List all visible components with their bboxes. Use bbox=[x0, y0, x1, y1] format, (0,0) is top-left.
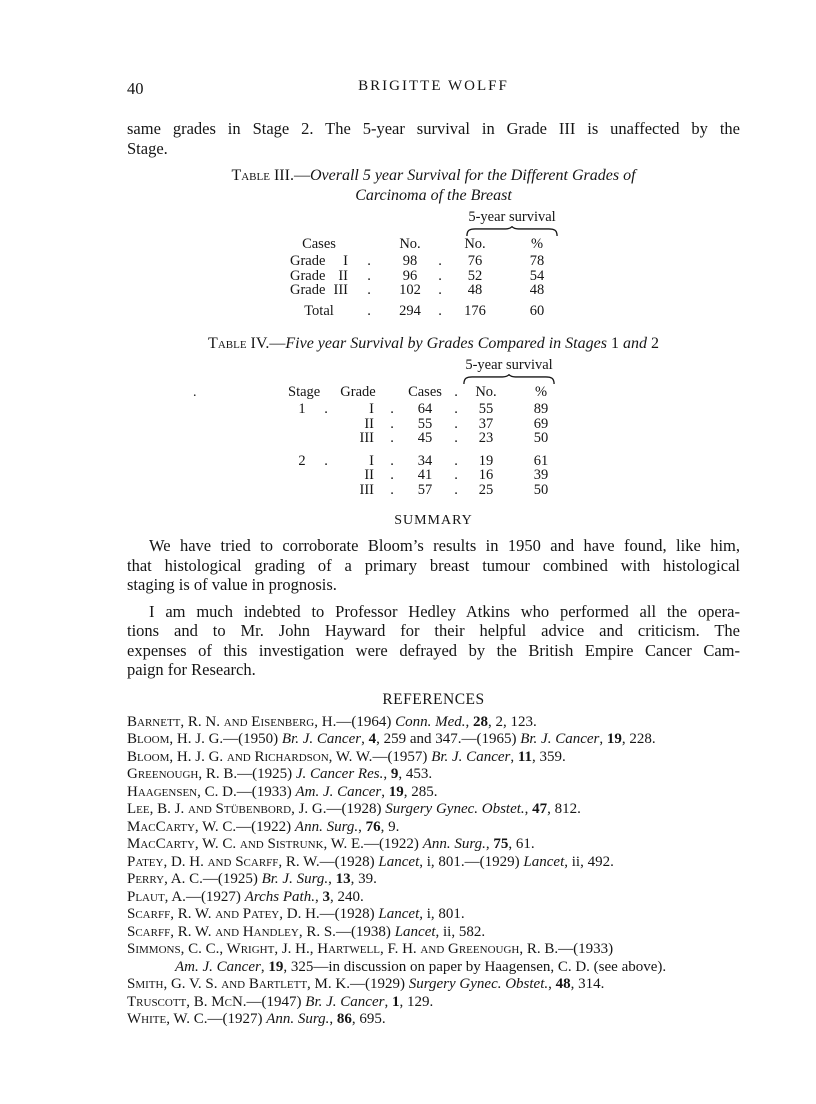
survival-no-value: 48 bbox=[467, 282, 483, 298]
reference-text-segment: MacCarty, W. C. bbox=[127, 818, 237, 835]
reference-text-segment: —(1925) bbox=[237, 766, 296, 782]
reference-text-segment: Bloom, H. J. G. bbox=[127, 731, 224, 747]
cases-value: 96 bbox=[402, 267, 418, 284]
stage-value bbox=[288, 483, 316, 498]
page-number: 40 bbox=[127, 79, 144, 98]
reference-text-segment: 19 bbox=[268, 958, 284, 975]
reference-item bbox=[127, 924, 740, 942]
dot-separator bbox=[316, 417, 336, 432]
table-iv-header-row bbox=[288, 385, 740, 402]
table-row bbox=[288, 402, 740, 417]
grade-numeral: II bbox=[338, 267, 348, 284]
brace-container bbox=[454, 374, 564, 385]
survival-pct-value: 78 bbox=[529, 253, 545, 269]
reference-text-segment: , 812. bbox=[547, 801, 581, 817]
reference-text-segment: Ann. Surg. bbox=[422, 836, 486, 852]
reference-item bbox=[127, 871, 740, 889]
reference-text-segment: Am. J. Cancer bbox=[175, 958, 261, 975]
dot-separator: . bbox=[390, 481, 394, 498]
paragraph-line: I am much indebted to Professor Hedley Atkins who performed all the opera- bbox=[149, 601, 740, 621]
caption-number: 1 bbox=[610, 335, 623, 352]
survival-pct-value: 61 bbox=[533, 452, 549, 469]
reference-text-segment: Smith, G. V. S. and Bartlett, M. K. bbox=[127, 976, 350, 992]
dot-separator: . bbox=[454, 481, 458, 498]
reference-text-segment: , i, 801. bbox=[419, 906, 465, 922]
reference-text-segment: Simmons, C. C., Wright, J. H., Hartwell, F. H. and Greenough, R. B. bbox=[127, 941, 559, 957]
reference-text-segment: —(1950) bbox=[223, 731, 282, 747]
reference-text-segment: Br. J. Cancer bbox=[305, 993, 385, 1010]
references-list bbox=[127, 714, 740, 1029]
reference-text-segment: , bbox=[358, 818, 366, 835]
reference-text-segment: , 61. bbox=[508, 836, 535, 852]
dot-separator: . bbox=[454, 452, 458, 469]
reference-text-segment: Br. J. Cancer bbox=[281, 731, 362, 747]
survival-no-value: 55 bbox=[478, 401, 494, 417]
paragraph-line: Stage. bbox=[127, 138, 168, 158]
grade-numeral: I bbox=[369, 401, 374, 417]
reference-text-segment: —(1928) bbox=[319, 853, 379, 870]
reference-text-segment: , bbox=[314, 888, 323, 905]
reference-text-segment: 3 bbox=[322, 888, 330, 905]
reference-text-segment: , bbox=[381, 783, 389, 800]
grade-word: Grade bbox=[290, 282, 326, 298]
reference-text-segment: , 259 and 347.—(1965) bbox=[376, 731, 521, 747]
stage-value bbox=[288, 468, 316, 483]
survival-pct-value: 54 bbox=[529, 267, 545, 284]
table-iii bbox=[290, 209, 740, 318]
cases-value: 102 bbox=[399, 282, 421, 298]
page-content bbox=[127, 78, 740, 1029]
reference-text-segment: —(1927) bbox=[185, 888, 245, 905]
dot-separator: . bbox=[367, 302, 371, 319]
reference-text-segment: , bbox=[383, 766, 391, 782]
dot-separator: . bbox=[367, 253, 371, 269]
reference-item bbox=[127, 836, 740, 854]
cases-value: 41 bbox=[417, 467, 433, 483]
grade-numeral: III bbox=[359, 481, 374, 498]
reference-text-segment: —(1933) bbox=[558, 941, 614, 957]
paragraph-line: staging is of value in prognosis. bbox=[127, 575, 337, 594]
reference-text-segment: , ii, 492. bbox=[564, 853, 614, 870]
table-iv-caption bbox=[127, 334, 740, 354]
reference-text-segment: 4 bbox=[368, 731, 377, 747]
reference-text-segment: , bbox=[465, 713, 474, 730]
print-artifact-dot: . bbox=[193, 385, 197, 400]
dot-separator: . bbox=[438, 253, 442, 269]
reference-text-segment: 13 bbox=[335, 871, 351, 887]
dot-separator: . bbox=[454, 384, 458, 400]
reference-text-segment: , 240. bbox=[329, 888, 364, 905]
reference-text-segment: Archs Path. bbox=[244, 888, 315, 905]
reference-text-segment: 48 bbox=[555, 976, 571, 992]
grade-numeral: III bbox=[333, 282, 348, 298]
reference-text-segment: Patey, D. H. and Scarff, R. W. bbox=[127, 853, 320, 870]
paragraph-line: expenses of this investigation were defrayed by the British Empire Cancer Cam- bbox=[127, 640, 740, 660]
reference-item bbox=[127, 976, 740, 994]
summary-paragraph-1 bbox=[127, 536, 740, 595]
col-header-cases: Cases bbox=[408, 384, 442, 400]
survival-pct-value: 50 bbox=[533, 430, 549, 446]
reference-text-segment: Br. J. Cancer bbox=[520, 731, 600, 747]
reference-item bbox=[127, 889, 740, 907]
reference-text-segment: Plaut, A. bbox=[127, 888, 186, 905]
reference-text-segment: Br. J. Cancer bbox=[431, 748, 511, 765]
reference-text-segment: 19 bbox=[388, 783, 404, 800]
reference-text-segment: Lancet bbox=[378, 906, 420, 922]
reference-text-segment: White, W. C. bbox=[127, 1011, 208, 1027]
cases-value: 34 bbox=[417, 452, 433, 469]
table-label: Table IV.— bbox=[208, 335, 286, 352]
reference-text-segment: J. Cancer Res. bbox=[295, 766, 384, 782]
table-row bbox=[288, 483, 740, 498]
dot-separator: . bbox=[324, 401, 328, 417]
dot-separator: . bbox=[390, 452, 394, 469]
total-cases-value: 294 bbox=[399, 302, 421, 319]
caption-title: Overall 5 year Survival for the Different Grades of bbox=[309, 167, 636, 184]
grade-word: Grade bbox=[290, 267, 326, 284]
reference-text-segment: Lee, B. J. and Stübenbord, J. G. bbox=[127, 801, 327, 817]
summary-heading: SUMMARY bbox=[394, 513, 473, 528]
reference-text-segment: , 285. bbox=[403, 783, 438, 800]
survival-header-row bbox=[290, 209, 740, 226]
reference-item bbox=[127, 941, 740, 976]
dot-separator: . bbox=[367, 267, 371, 284]
reference-item bbox=[127, 784, 740, 802]
reference-text-segment: , bbox=[329, 1011, 337, 1027]
reference-text-segment: Lancet bbox=[394, 923, 436, 940]
reference-item bbox=[127, 819, 740, 837]
reference-text-segment: Barnett, R. N. and Eisenberg, H. bbox=[127, 713, 337, 730]
table-row bbox=[290, 283, 740, 298]
stage-value bbox=[288, 417, 316, 432]
reference-text-segment: Scarff, R. W. and Handley, R. S. bbox=[127, 923, 336, 940]
stage-value: 1 bbox=[298, 401, 306, 417]
col-header-pct: % bbox=[534, 384, 548, 400]
grade-numeral: I bbox=[369, 452, 374, 469]
reference-text-segment: , bbox=[599, 731, 607, 747]
reference-text-segment: 75 bbox=[493, 836, 509, 852]
dot-separator: . bbox=[454, 467, 458, 483]
empty-cell bbox=[380, 385, 404, 402]
references-heading: REFERENCES bbox=[382, 690, 485, 708]
dot-separator: . bbox=[390, 415, 394, 432]
dot-separator bbox=[316, 483, 336, 498]
col-header-cases: Cases bbox=[302, 236, 336, 252]
table-row bbox=[288, 417, 740, 432]
reference-text-segment: Greenough, R. B. bbox=[127, 766, 238, 782]
stage-value: 2 bbox=[298, 452, 306, 469]
reference-text-segment: —(1933) bbox=[236, 783, 296, 800]
horizontal-brace-icon bbox=[466, 226, 558, 236]
grade-label-cell bbox=[290, 283, 348, 298]
reference-text-segment: , 325—in discussion on paper by Haagensen, C. D. (see above). bbox=[283, 958, 667, 975]
survival-no-value: 19 bbox=[478, 452, 494, 469]
reference-text-segment: Truscott, B. McN. bbox=[127, 993, 247, 1010]
reference-text-segment: , bbox=[260, 958, 269, 975]
paragraph-line: tions and to Mr. John Hayward for their helpful advice and criticism. The bbox=[127, 621, 740, 640]
reference-text-segment: 19 bbox=[606, 731, 622, 747]
reference-text-segment: MacCarty, W. C. and Sistrunk, W. E. bbox=[127, 836, 364, 852]
cases-value: 45 bbox=[417, 430, 433, 446]
reference-text-segment: Ann. Surg. bbox=[294, 818, 359, 835]
empty-cell bbox=[430, 237, 450, 254]
page-header bbox=[127, 78, 740, 98]
cases-value: 98 bbox=[402, 253, 418, 269]
reference-text-segment: , 39. bbox=[350, 871, 377, 887]
reference-text-segment: , bbox=[485, 836, 494, 852]
reference-text-segment: —(1957) bbox=[372, 748, 432, 765]
reference-text-segment: Surgery Gynec. Obstet. bbox=[408, 976, 549, 992]
survival-no-value: 16 bbox=[478, 467, 494, 483]
reference-item bbox=[127, 801, 740, 819]
reference-item bbox=[127, 854, 740, 872]
reference-text-segment: Surgery Gynec. Obstet. bbox=[385, 801, 525, 817]
brace-row bbox=[290, 226, 740, 237]
dot-separator: . bbox=[324, 452, 328, 469]
grade-numeral: III bbox=[359, 430, 374, 446]
paragraph-line: same grades in Stage 2. The 5-year survival in Grade III is unaffected by the bbox=[127, 119, 740, 138]
reference-text-segment: 9 bbox=[390, 766, 399, 782]
cases-value: 55 bbox=[417, 415, 433, 432]
col-header-no: No. bbox=[475, 384, 497, 400]
grade-numeral: II bbox=[364, 415, 374, 432]
survival-header: 5-year survival bbox=[468, 209, 556, 225]
reference-text-segment: —(1928) bbox=[326, 801, 386, 817]
table-row bbox=[288, 431, 740, 446]
reference-text-segment: 1 bbox=[391, 993, 400, 1010]
reference-item bbox=[127, 906, 740, 924]
reference-text-segment: , bbox=[361, 731, 369, 747]
intro-paragraph bbox=[127, 119, 740, 158]
table-row bbox=[290, 254, 740, 269]
survival-no-value: 37 bbox=[478, 415, 494, 432]
reference-item bbox=[127, 749, 740, 767]
survival-no-value: 25 bbox=[478, 481, 494, 498]
reference-text-segment: Haagensen, C. D. bbox=[127, 783, 237, 800]
cases-value: 57 bbox=[417, 481, 433, 498]
survival-no-value: 23 bbox=[478, 430, 494, 446]
reference-text-segment: Bloom, H. J. G. and Richardson, W. W. bbox=[127, 748, 373, 765]
dot-separator: . bbox=[454, 430, 458, 446]
dot-separator bbox=[316, 468, 336, 483]
total-label: Total bbox=[304, 302, 334, 319]
dot-separator: . bbox=[438, 302, 442, 319]
grade-numeral: II bbox=[364, 467, 374, 483]
total-row bbox=[290, 304, 740, 319]
grade-word: Grade bbox=[290, 253, 326, 269]
reference-text-segment: Lancet bbox=[523, 853, 565, 870]
reference-text-segment: , 453. bbox=[398, 766, 433, 782]
reference-text-segment: —(1927) bbox=[207, 1011, 267, 1027]
reference-text-segment: , i, 801.—(1929) bbox=[419, 853, 524, 870]
table-row bbox=[290, 269, 740, 284]
col-header-survival-no: No. bbox=[464, 236, 486, 252]
grade-label-cell bbox=[290, 269, 348, 284]
reference-text-segment: 28 bbox=[473, 713, 489, 730]
col-header-grade: Grade bbox=[340, 384, 376, 400]
reference-text-segment: Conn. Med. bbox=[395, 713, 466, 730]
reference-item bbox=[127, 766, 740, 784]
reference-text-segment: —(1922) bbox=[363, 836, 423, 852]
total-survival-pct-value: 60 bbox=[529, 302, 545, 319]
col-header-pct: % bbox=[530, 236, 544, 252]
reference-text-segment: Perry, A. C. bbox=[127, 871, 203, 887]
col-header-stage: Stage bbox=[288, 384, 321, 400]
table-iii-header-row bbox=[290, 237, 740, 254]
reference-item bbox=[127, 731, 740, 749]
reference-text-segment: —(1964) bbox=[336, 713, 396, 730]
reference-text-segment: 47 bbox=[532, 801, 548, 817]
dot-separator: . bbox=[438, 267, 442, 284]
total-survival-no-value: 176 bbox=[464, 302, 486, 319]
empty-cell bbox=[316, 385, 336, 402]
dot-separator: . bbox=[390, 430, 394, 446]
dot-separator: . bbox=[438, 282, 442, 298]
reference-text-segment: —(1922) bbox=[236, 818, 295, 835]
col-header-no: No. bbox=[399, 236, 421, 252]
horizontal-brace-icon bbox=[463, 374, 555, 384]
paragraph-line: paign for Research. bbox=[127, 660, 256, 679]
survival-no-value: 52 bbox=[467, 267, 483, 284]
caption-number: 2 bbox=[650, 335, 659, 352]
stage-value bbox=[288, 431, 316, 446]
table-row bbox=[288, 454, 740, 469]
caption-title: Five year Survival by Grades Compared in Stages bbox=[285, 335, 611, 352]
reference-text-segment: , bbox=[524, 801, 533, 817]
reference-text-segment: —(1947) bbox=[246, 993, 306, 1010]
survival-pct-value: 48 bbox=[529, 282, 545, 298]
survival-pct-value: 50 bbox=[533, 481, 549, 498]
reference-text-segment: , bbox=[328, 871, 336, 887]
reference-item bbox=[127, 714, 740, 732]
reference-text-segment: , 314. bbox=[570, 976, 605, 992]
running-head: BRIGITTE WOLFF bbox=[358, 78, 509, 94]
dot-separator: . bbox=[367, 282, 371, 298]
reference-text-segment: , 695. bbox=[351, 1011, 386, 1027]
survival-pct-value: 89 bbox=[533, 401, 549, 417]
reference-text-segment: 86 bbox=[336, 1011, 352, 1027]
dot-separator: . bbox=[454, 401, 458, 417]
reference-text-segment: —(1929) bbox=[349, 976, 409, 992]
dot-separator: . bbox=[454, 415, 458, 432]
reference-text-segment: , 9. bbox=[380, 818, 400, 835]
dot-separator bbox=[316, 431, 336, 446]
caption-line: Carcinoma of the Breast bbox=[355, 187, 512, 204]
table-iii-caption bbox=[127, 166, 740, 206]
reference-text-segment: , bbox=[510, 748, 518, 765]
reference-text-segment: 11 bbox=[517, 748, 533, 765]
reference-text-segment: , 2, 123. bbox=[488, 713, 537, 730]
grade-label-cell bbox=[290, 254, 348, 269]
survival-no-value: 76 bbox=[467, 253, 483, 269]
grade-numeral: I bbox=[343, 253, 348, 269]
reference-text-segment: , ii, 582. bbox=[435, 923, 486, 940]
reference-item bbox=[127, 1011, 740, 1029]
reference-text-segment: , 359. bbox=[532, 748, 566, 765]
reference-text-segment: Lancet bbox=[378, 853, 420, 870]
paragraph-line: that histological grading of a primary breast tumour combined with histological bbox=[127, 555, 740, 575]
reference-text-segment: , 129. bbox=[399, 993, 434, 1010]
caption-title: and bbox=[622, 335, 651, 352]
reference-text-segment: —(1938) bbox=[335, 923, 395, 940]
reference-item bbox=[127, 994, 740, 1012]
reference-text-segment: , bbox=[384, 993, 392, 1010]
reference-text-segment: Br. J. Surg. bbox=[261, 871, 329, 887]
dot-separator: . bbox=[390, 467, 394, 483]
reference-text-segment: —(1928) bbox=[319, 906, 379, 922]
reference-text-segment: , bbox=[548, 976, 556, 992]
reference-text-segment: Am. J. Cancer bbox=[295, 783, 382, 800]
reference-text-segment: Scarff, R. W. and Patey, D. H. bbox=[127, 906, 320, 922]
table-label: Table III.— bbox=[231, 167, 310, 184]
table-iv bbox=[288, 357, 740, 497]
reference-text-segment: , 228. bbox=[621, 731, 656, 747]
table-row bbox=[288, 468, 740, 483]
acknowledgement-paragraph bbox=[127, 602, 740, 680]
survival-header: 5-year survival bbox=[465, 357, 553, 373]
paragraph-line: We have tried to corroborate Bloom’s results in 1950 and have found, like him, bbox=[149, 536, 740, 555]
survival-pct-value: 39 bbox=[533, 467, 549, 483]
reference-text-segment: Ann. Surg. bbox=[266, 1011, 330, 1027]
cases-value: 64 bbox=[417, 401, 433, 417]
dot-separator: . bbox=[390, 401, 394, 417]
empty-cell bbox=[348, 237, 390, 254]
survival-header-row bbox=[288, 357, 740, 374]
survival-pct-value: 69 bbox=[533, 415, 549, 432]
caption-line bbox=[127, 166, 740, 186]
reference-text-segment: 76 bbox=[365, 818, 381, 835]
reference-text-segment: —(1925) bbox=[202, 871, 262, 887]
